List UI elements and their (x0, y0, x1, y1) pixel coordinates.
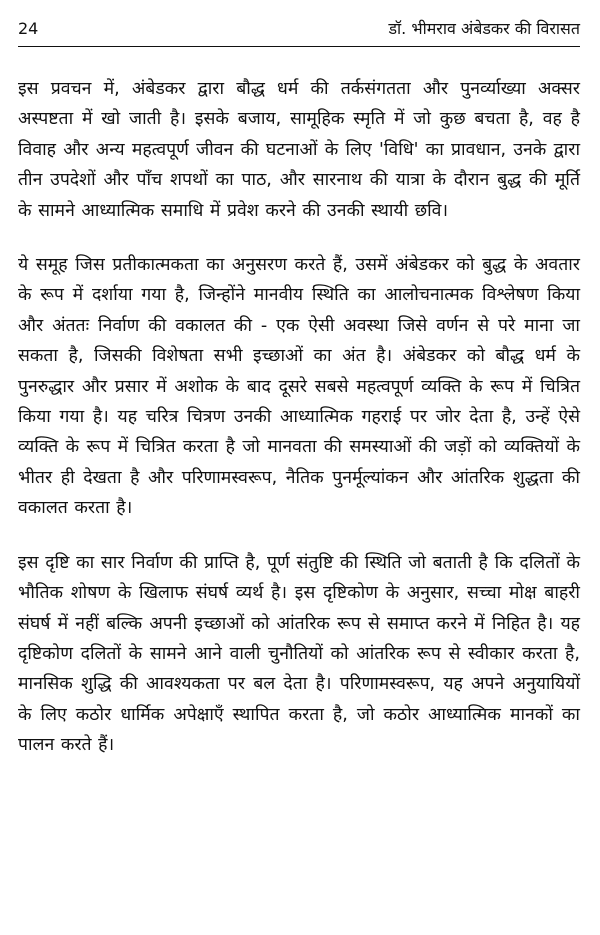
header-divider (18, 46, 580, 47)
page-header (18, 14, 580, 40)
paragraph-2: ये समूह जिस प्रतीकात्मकता का अनुसरण करते हैं, उसमें अंबेडकर को बुद्ध के अवतार के रूप में दर्शाया गया है, जिन्होंने मानवीय स्थिति का आलोचनात्मक विश्लेषण किया और अंततः निर्वाण की वकालत की - एक ऐसी अवस्था जिसे वर्णन से परे माना जा सकता है, जिसकी विशेषता सभी इच्छाओं का अंत है। अंबेडकर को बौद्ध धर्म के पुनरुद्धार और प्रसार में अशोक के बाद दूसरे सबसे महत्वपूर्ण व्यक्ति के रूप में चित्रित किया गया है। यह चरित्र चित्रण उनकी आध्यात्मिक गहराई पर जोर देता है, उन्हें ऐसे व्यक्ति के रूप में चित्रित करता है जो मानवता की समस्याओं की जड़ों को व्यक्तियों के भीतर ही देखता है और परिणामस्वरूप, नैतिक पुनर्मूल्यांकन और आंतरिक शुद्धता की वकालत करता है। (18, 255, 580, 519)
running-title: डॉ. भीमराव अंबेडकर की विरासत (388, 19, 580, 38)
paragraph-1: इस प्रवचन में, अंबेडकर द्वारा बौद्ध धर्म की तर्कसंगतता और पुनर्व्याख्या अक्सर अस्पष्टता में खो जाती है। इसके बजाय, सामूहिक स्मृति में जो कुछ बचता है, वह है विवाह और अन्य महत्वपूर्ण जीवन की घटनाओं के लिए 'विधि' का प्रावधान, उनके द्वारा तीन उपदेशों और पाँच शपथों का पाठ, और सारनाथ की यात्रा के दौरान बुद्ध की मूर्ति के सामने आध्यात्मिक समाधि में प्रवेश करने की उनकी स्थायी छवि। (18, 79, 580, 221)
page-number: 24 (18, 19, 39, 38)
page-body (18, 74, 580, 785)
paragraph-3: इस दृष्टि का सार निर्वाण की प्राप्ति है, पूर्ण संतुष्टि की स्थिति जो बताती है कि दलितों के भौतिक शोषण के खिलाफ संघर्ष व्यर्थ है। इस दृष्टिकोण के अनुसार, सच्चा मोक्ष बाहरी संघर्ष में नहीं बल्कि अपनी इच्छाओं को आंतरिक रूप से समाप्त करने में निहित है। यह दृष्टिकोण दलितों के सामने आने वाली चुनौतियों को आंतरिक रूप से स्वीकार करता है, मानसिक शुद्धि की आवश्यकता पर बल देता है। परिणामस्वरूप, यह अपने अनुयायियों के लिए कठोर धार्मिक अपेक्षाएँ स्थापित करता है, जो कठोर आध्यात्मिक मानकों का पालन करते हैं। (18, 552, 580, 756)
